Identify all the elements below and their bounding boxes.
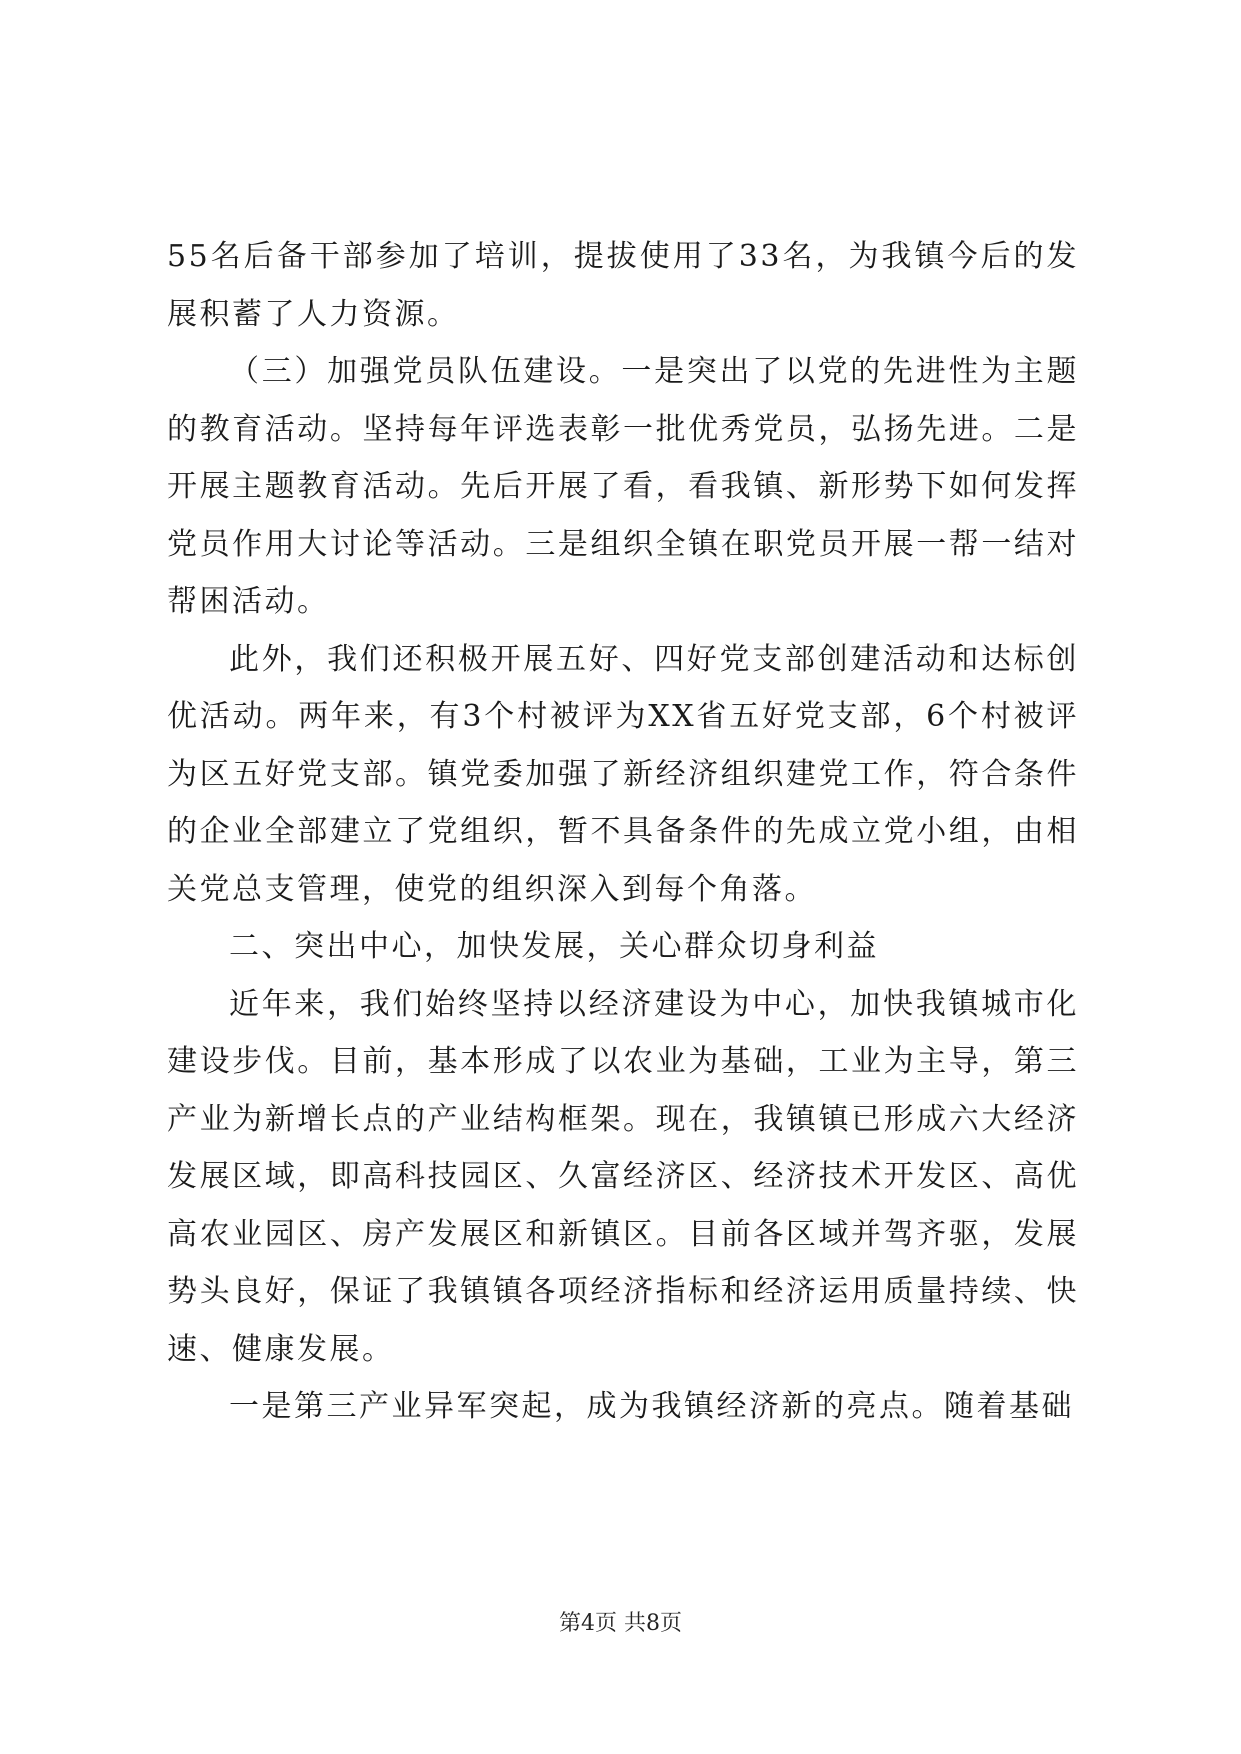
body-text (167, 228, 1079, 1436)
paragraph-5: 一是第三产业异军突起，成为我镇经济新的亮点。随着基础 (229, 1389, 1074, 1424)
paragraph-4: 近年来，我们始终坚持以经济建设为中心，加快我镇城市化建设步伐。目前，基本形成了以农业为基础，工业为主导，第三产业为新增长点的产业结构框架。现在，我镇镇已形成六大经济发展区域，即高科技园区、久富经济区、经济技术开发区、高优高农业园区、房产发展区和新镇区。目前各区域并驾齐驱，发展势头良好，保证了我镇镇各项经济指标和经济运用质量持续、快速、健康发展。 (167, 986, 1079, 1367)
section-heading: 二、突出中心，加快发展，关心群众切身利益 (229, 929, 879, 964)
page-number-footer: 第4页 共8页 (559, 1611, 682, 1636)
paragraph-2: （三）加强党员队伍建设。一是突出了以党的先进性为主题的教育活动。坚持每年评选表彰一批优秀党员，弘扬先进。二是开展主题教育活动。先后开展了看，看我镇、新形势下如何发挥党员作用大讨论等活动。三是组织全镇在职党员开展一帮一结对帮困活动。 (167, 354, 1079, 619)
paragraph-1: 55名后备干部参加了培训，提拔使用了33名，为我镇今后的发展积蓄了人力资源。 (167, 239, 1079, 332)
paragraph-3: 此外，我们还积极开展五好、四好党支部创建活动和达标创优活动。两年来，有3个村被评为XX省五好党支部，6个村被评为区五好党支部。镇党委加强了新经济组织建党工作，符合条件的企业全部建立了党组织，暂不具备条件的先成立党小组，由相关党总支管理，使党的组织深入到每个角落。 (167, 641, 1079, 907)
